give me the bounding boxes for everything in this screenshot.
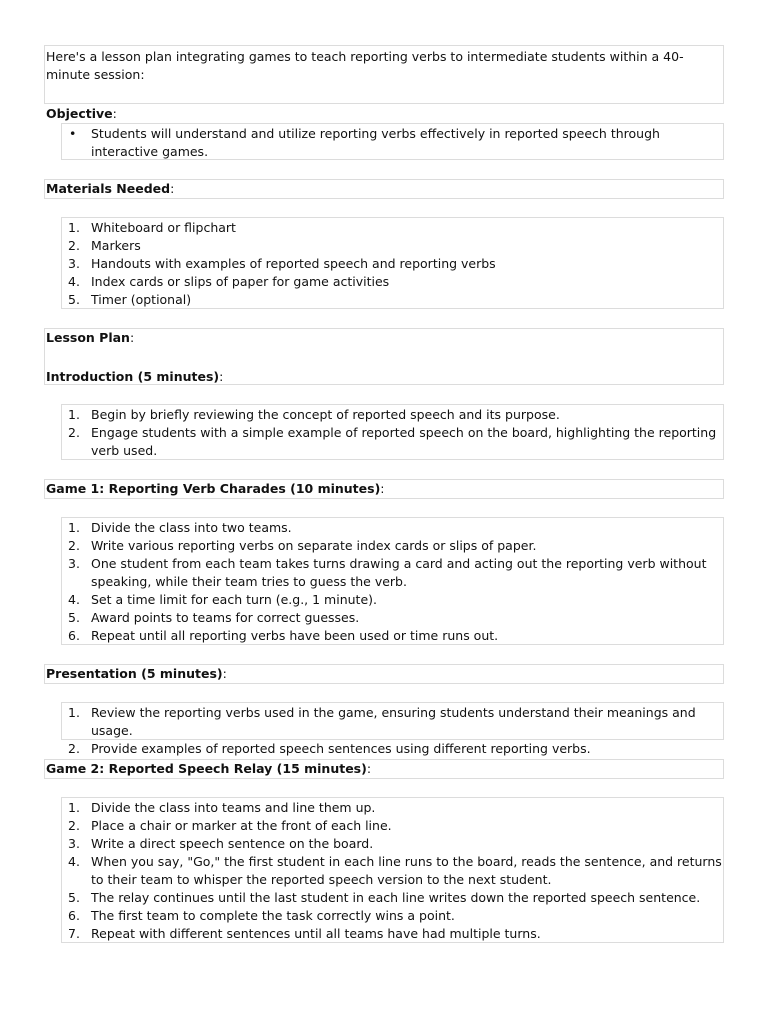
list-number: 1. (68, 520, 80, 535)
list-item-text: The first team to complete the task correctly wins a point. (91, 908, 455, 923)
list-item (62, 237, 723, 255)
list-number: 1. (68, 705, 80, 720)
list-item-text: Set a time limit for each turn (e.g., 1 minute). (91, 592, 377, 607)
objective-heading-line (45, 105, 723, 123)
list-number: 3. (68, 556, 80, 571)
list-item (62, 424, 723, 460)
list-number: 1. (68, 220, 80, 235)
list-item (62, 255, 723, 273)
list-item (62, 537, 723, 555)
list-number: 7. (68, 926, 80, 941)
game2-list (62, 799, 723, 943)
list-item-text: Review the reporting verbs used in the game, ensuring students understand their meanings and usage. (91, 705, 696, 738)
list-item-text: Engage students with a simple example of reported speech on the board, highlighting the reporting verb used. (91, 425, 717, 458)
presentation-heading: Presentation (5 minutes) (46, 666, 223, 681)
list-item (62, 627, 723, 645)
list-number: 1. (68, 407, 80, 422)
list-item-text: Repeat until all reporting verbs have been used or time runs out. (91, 628, 499, 643)
bullet-icon: • (69, 126, 77, 141)
list-item (62, 799, 723, 817)
game2-block (61, 797, 724, 943)
list-number: 5. (68, 890, 80, 905)
list-item-text: When you say, "Go," the first student in each line runs to the board, reads the sentence, and returns to their team to whisper the reported speech version to the next student. (91, 854, 722, 887)
list-item (62, 925, 723, 943)
list-item-text: Begin by briefly reviewing the concept of reported speech and its purpose. (91, 407, 560, 422)
list-item (62, 835, 723, 853)
list-item (62, 740, 723, 758)
list-item (62, 406, 723, 424)
colon: : (129, 330, 135, 345)
list-item-text: Repeat with different sentences until all teams have had multiple turns. (91, 926, 541, 941)
list-number: 2. (68, 238, 80, 253)
colon: : (222, 666, 227, 681)
list-item-text: Award points to teams for correct guesses. (91, 610, 360, 625)
materials-heading-block (44, 179, 724, 199)
list-item (62, 273, 723, 291)
game1-list (62, 519, 723, 645)
colon: : (112, 106, 117, 121)
game2-heading: Game 2: Reported Speech Relay (15 minutes) (46, 761, 367, 776)
materials-block (61, 217, 724, 309)
list-number: 6. (68, 908, 80, 923)
list-item-text: Provide examples of reported speech sentences using different reporting verbs. (91, 741, 591, 756)
list-item (62, 591, 723, 609)
intro-block (44, 45, 724, 121)
list-item-text: Handouts with examples of reported speech and reporting verbs (91, 256, 496, 271)
introduction-block (61, 404, 724, 460)
colon: : (170, 181, 175, 196)
list-item-text: Write a direct speech sentence on the board. (91, 836, 374, 851)
list-number: 2. (68, 538, 80, 553)
list-item-text: Markers (91, 238, 141, 253)
colon: : (366, 761, 372, 776)
list-item (62, 609, 723, 627)
list-number: 2. (68, 818, 80, 833)
introduction-heading: Introduction (5 minutes) (46, 369, 220, 384)
list-number: 1. (68, 800, 80, 815)
list-item (62, 125, 723, 161)
list-item (62, 555, 723, 591)
colon: : (380, 481, 385, 496)
list-number: 2. (68, 741, 80, 756)
list-item-text: Index cards or slips of paper for game activities (91, 274, 390, 289)
list-item (62, 907, 723, 925)
list-item-text: Place a chair or marker at the front of each line. (91, 818, 392, 833)
colon: : (219, 369, 224, 384)
list-item-text: One student from each team takes turns drawing a card and acting out the reporting verb without speaking, while their team tries to guess the verb. (91, 556, 707, 589)
presentation-block (61, 702, 724, 756)
list-number: 6. (68, 628, 80, 643)
lesson-plan-heading: Lesson Plan (46, 330, 130, 345)
list-item (62, 889, 723, 907)
list-item (62, 519, 723, 537)
list-item-text: Students will understand and utilize reporting verbs effectively in reported speech through interactive games. (91, 126, 660, 159)
list-item-text: Whiteboard or flipchart (91, 220, 236, 235)
list-number: 5. (68, 292, 80, 307)
list-item (62, 817, 723, 835)
intro-text: Here's a lesson plan integrating games to teach reporting verbs to intermediate students within a 40-minute session: (46, 49, 684, 82)
game2-heading-block (44, 759, 724, 779)
objective-list (62, 125, 723, 161)
list-number: 2. (68, 425, 80, 440)
game1-heading: Game 1: Reporting Verb Charades (10 minutes) (46, 481, 381, 496)
list-item-text: Write various reporting verbs on separate index cards or slips of paper. (91, 538, 537, 553)
introduction-list (62, 406, 723, 460)
materials-heading: Materials Needed (46, 181, 171, 196)
list-number: 4. (68, 592, 80, 607)
game1-heading-block (44, 479, 724, 499)
list-item-text: Divide the class into teams and line them up. (91, 800, 376, 815)
list-item-text: The relay continues until the last student in each line writes down the reported speech sentence. (91, 890, 701, 905)
list-number: 4. (68, 854, 80, 869)
list-number: 4. (68, 274, 80, 289)
presentation-heading-block (44, 664, 724, 684)
objective-block (61, 123, 724, 160)
list-item (62, 704, 723, 740)
materials-list (62, 219, 723, 309)
list-number: 5. (68, 610, 80, 625)
presentation-list (62, 704, 723, 758)
list-number: 3. (68, 256, 80, 271)
list-number: 3. (68, 836, 80, 851)
game1-block (61, 517, 724, 645)
list-item (62, 219, 723, 237)
lesson-plan-heading-block (44, 328, 724, 385)
list-item (62, 853, 723, 889)
list-item-text: Timer (optional) (91, 292, 192, 307)
objective-heading: Objective (46, 106, 113, 121)
list-item-text: Divide the class into two teams. (91, 520, 292, 535)
list-item (62, 291, 723, 309)
